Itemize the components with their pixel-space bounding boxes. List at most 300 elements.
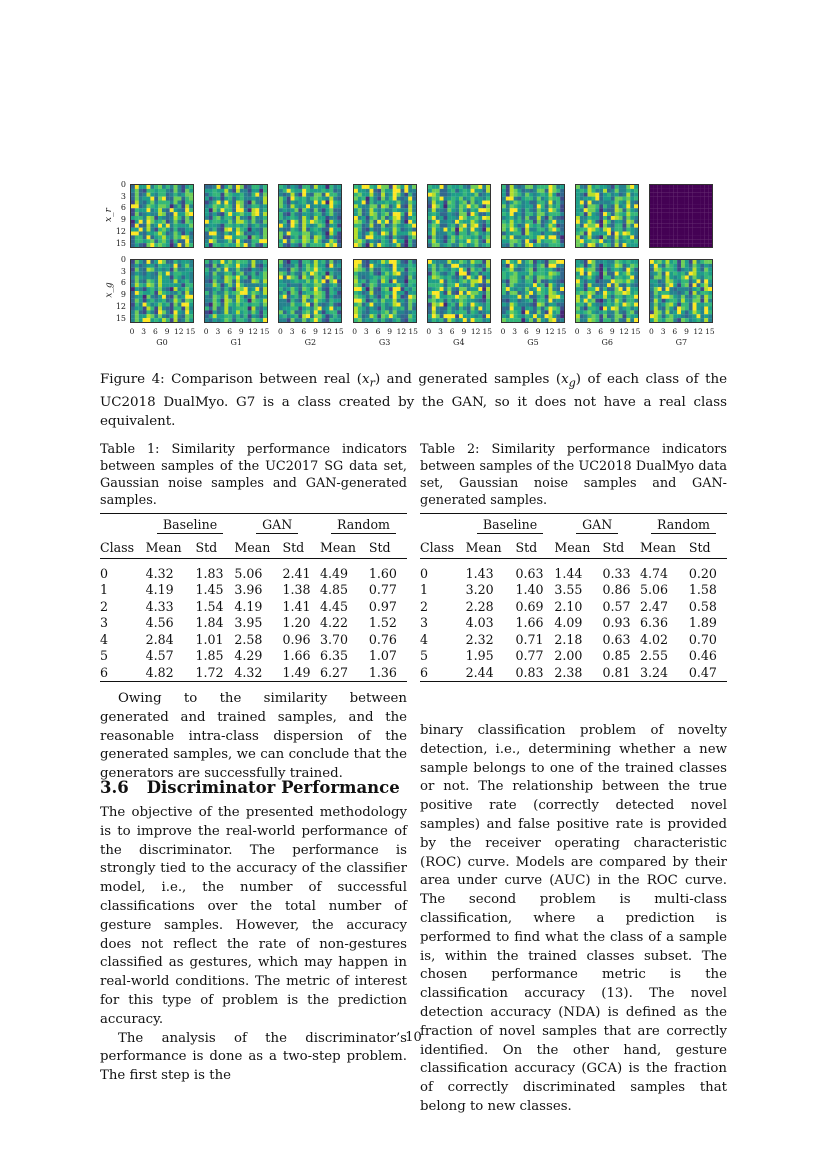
heatmap-cell — [287, 268, 291, 272]
heatmap-cell — [244, 283, 248, 287]
heatmap-cell — [139, 295, 143, 299]
heatmap-cell — [701, 197, 705, 201]
heatmap-cell — [217, 318, 221, 322]
heatmap-cell — [158, 204, 162, 208]
heatmap-cell — [529, 307, 533, 311]
heatmap-cell — [439, 243, 443, 247]
heatmap-cell — [338, 287, 342, 291]
heatmap-cell — [369, 272, 373, 276]
heatmap-cell — [326, 235, 330, 239]
heatmap-cell — [701, 307, 705, 311]
heatmap-cell — [244, 208, 248, 212]
heatmap-cell — [404, 314, 408, 318]
heatmap-cell — [545, 224, 549, 228]
heatmap-cell — [705, 260, 709, 264]
heatmap-cell — [611, 216, 615, 220]
heatmap-cell — [178, 197, 182, 201]
heatmap-cell — [334, 318, 338, 322]
heatmap-cell — [681, 235, 685, 239]
heatmap-cell — [181, 232, 185, 236]
heatmap-cell — [470, 232, 474, 236]
heatmap-cell — [291, 283, 295, 287]
heatmap-cell — [455, 243, 459, 247]
heatmap-cell — [154, 295, 158, 299]
heatmap-cell — [381, 243, 385, 247]
heatmap-cell — [373, 189, 377, 193]
heatmap-cell — [396, 189, 400, 193]
heatmap-cell — [314, 204, 318, 208]
heatmap-cell — [400, 264, 404, 268]
heatmap-cell — [178, 260, 182, 264]
heatmap-cell — [400, 189, 404, 193]
heatmap-cell — [666, 239, 670, 243]
heatmap-cell — [678, 220, 682, 224]
heatmap-cell — [236, 295, 240, 299]
heatmap-cell — [654, 307, 658, 311]
heatmap-cell — [681, 276, 685, 280]
heatmap-cell — [514, 208, 518, 212]
heatmap-cell — [482, 272, 486, 276]
heatmap-cell — [310, 193, 314, 197]
heatmap-cell — [533, 310, 537, 314]
heatmap-cell — [236, 239, 240, 243]
heatmap-cell — [599, 307, 603, 311]
heatmap-cell — [150, 216, 154, 220]
heatmap-cell — [143, 314, 147, 318]
heatmap-cell — [252, 228, 256, 232]
heatmap-cell — [627, 299, 631, 303]
heatmap-cell — [455, 279, 459, 283]
heatmap-cell — [143, 243, 147, 247]
heatmap-x-tick: 0 — [129, 327, 135, 336]
heatmap-cell — [514, 264, 518, 268]
heatmap-cell — [607, 197, 611, 201]
heatmap-cell — [354, 224, 358, 228]
heatmap-cell — [213, 193, 217, 197]
heatmap-cell — [674, 307, 678, 311]
heatmap-cell — [592, 318, 596, 322]
heatmap-cell — [388, 201, 392, 205]
heatmap-cell — [213, 295, 217, 299]
heatmap-cell — [256, 268, 260, 272]
heatmap-cell — [650, 243, 654, 247]
heatmap-cell — [662, 235, 666, 239]
heatmap-cell — [666, 235, 670, 239]
heatmap-cell — [627, 193, 631, 197]
heatmap-cell — [259, 208, 263, 212]
heatmap-cell — [381, 208, 385, 212]
heatmap-cell — [392, 287, 396, 291]
table-cell: 4 — [420, 631, 429, 647]
heatmap-cell — [232, 220, 236, 224]
heatmap-cell — [705, 299, 709, 303]
heatmap-cell — [400, 212, 404, 216]
heatmap-cell — [674, 260, 678, 264]
heatmap-cell — [486, 314, 490, 318]
heatmap-cell — [533, 260, 537, 264]
heatmap-cell — [209, 228, 213, 232]
heatmap-cell — [373, 264, 377, 268]
heatmap-cell — [303, 204, 307, 208]
heatmap-x-tick: 15 — [705, 327, 715, 336]
heatmap-cell — [240, 201, 244, 205]
heatmap-cell — [521, 208, 525, 212]
table-cell: 0.47 — [689, 664, 727, 681]
heatmap-cell — [607, 295, 611, 299]
heatmap-cell — [560, 260, 564, 264]
heatmap-cell — [654, 310, 658, 314]
heatmap-cell — [295, 193, 299, 197]
heatmap-cell — [354, 268, 358, 272]
heatmap-cell — [330, 310, 334, 314]
heatmap-cell — [326, 264, 330, 268]
heatmap-cell — [162, 303, 166, 307]
heatmap-cell — [377, 314, 381, 318]
heatmap-cell — [244, 220, 248, 224]
heatmap-cell — [615, 264, 619, 268]
heatmap-cell — [256, 318, 260, 322]
heatmap-cell — [139, 243, 143, 247]
heatmap-cell — [478, 243, 482, 247]
heatmap-cell — [357, 216, 361, 220]
heatmap-cell — [549, 197, 553, 201]
heatmap-cell — [404, 197, 408, 201]
heatmap-cell — [588, 307, 592, 311]
heatmap-cell — [209, 287, 213, 291]
table-cell: 1.72 — [195, 664, 234, 681]
heatmap-cell — [205, 264, 209, 268]
heatmap-cell — [623, 239, 627, 243]
heatmap-cell — [162, 220, 166, 224]
heatmap-cell — [486, 260, 490, 264]
heatmap-cell — [283, 260, 287, 264]
heatmap-cell — [291, 287, 295, 291]
heatmap-cell — [592, 299, 596, 303]
heatmap-cell — [447, 303, 451, 307]
heatmap-cell — [322, 201, 326, 205]
heatmap-cell — [701, 299, 705, 303]
heatmap-cell — [701, 193, 705, 197]
heatmap-cell — [178, 224, 182, 228]
heatmap-cell — [225, 193, 229, 197]
heatmap-cell — [584, 208, 588, 212]
heatmap-cell — [630, 310, 634, 314]
heatmap-cell — [529, 260, 533, 264]
heatmap-cell — [354, 228, 358, 232]
heatmap-cell — [287, 235, 291, 239]
heatmap-cell — [279, 268, 283, 272]
heatmap-cell — [580, 201, 584, 205]
heatmap-cell — [584, 314, 588, 318]
heatmap-cell — [630, 208, 634, 212]
heatmap-cell — [693, 216, 697, 220]
heatmap-cell — [240, 276, 244, 280]
heatmap-cell — [502, 303, 506, 307]
heatmap-cell — [131, 260, 135, 264]
heatmap-cell — [139, 189, 143, 193]
heatmap-cell — [357, 243, 361, 247]
heatmap-cell — [681, 220, 685, 224]
heatmap-cell — [147, 220, 151, 224]
heatmap-cell — [240, 310, 244, 314]
heatmap-cell — [486, 220, 490, 224]
heatmap-cell — [470, 272, 474, 276]
heatmap-cell — [455, 185, 459, 189]
heatmap-cell — [373, 268, 377, 272]
heatmap-cell — [611, 189, 615, 193]
heatmap-cell — [549, 291, 553, 295]
heatmap-cell — [529, 276, 533, 280]
heatmap-cell — [470, 291, 474, 295]
heatmap-cell — [666, 299, 670, 303]
heatmap-cell — [650, 291, 654, 295]
heatmap-cell — [506, 295, 510, 299]
heatmap-cell — [662, 276, 666, 280]
heatmap-cell — [560, 204, 564, 208]
heatmap-cell — [166, 283, 170, 287]
heatmap-cell — [310, 287, 314, 291]
heatmap-cell — [170, 239, 174, 243]
heatmap-cell — [396, 303, 400, 307]
heatmap-cell — [436, 287, 440, 291]
heatmap-cell — [451, 314, 455, 318]
heatmap-cell — [217, 216, 221, 220]
table-cell: 4.82 — [146, 664, 196, 681]
heatmap-cell — [709, 272, 713, 276]
heatmap-cell — [330, 212, 334, 216]
heatmap-cell — [615, 295, 619, 299]
heatmap-cell — [451, 216, 455, 220]
heatmap-cell — [392, 216, 396, 220]
heatmap-cell — [697, 224, 701, 228]
heatmap-cell — [697, 299, 701, 303]
heatmap-cell — [244, 189, 248, 193]
heatmap-cell — [158, 243, 162, 247]
heatmap-cell — [447, 276, 451, 280]
heatmap-cell — [408, 310, 412, 314]
heatmap-cell — [217, 310, 221, 314]
heatmap-cell — [213, 208, 217, 212]
table-group-header — [234, 514, 320, 537]
heatmap-cell — [310, 220, 314, 224]
heatmap-cell — [537, 197, 541, 201]
heatmap-cell — [388, 193, 392, 197]
heatmap-cell — [217, 260, 221, 264]
heatmap-cell — [428, 239, 432, 243]
heatmap-cell — [256, 235, 260, 239]
heatmap-row-label: x_g — [104, 282, 115, 298]
heatmap-cell — [322, 228, 326, 232]
heatmap-cell — [412, 279, 416, 283]
heatmap-cell — [619, 239, 623, 243]
heatmap-cell — [467, 318, 471, 322]
heatmap-cell — [162, 243, 166, 247]
heatmap-cell — [392, 272, 396, 276]
heatmap-y-tick: 3 — [120, 266, 126, 276]
heatmap-cell — [459, 216, 463, 220]
heatmap-cell — [178, 220, 182, 224]
heatmap-cell — [576, 189, 580, 193]
heatmap-cell — [259, 283, 263, 287]
heatmap-svg — [205, 260, 267, 322]
heatmap-cell — [510, 307, 514, 311]
heatmap-cell — [263, 307, 267, 311]
heatmap-cell — [318, 318, 322, 322]
heatmap-cell — [408, 307, 412, 311]
heatmap-cell — [666, 201, 670, 205]
heatmap-cell — [310, 276, 314, 280]
heatmap-x-tick: 15 — [185, 327, 196, 336]
heatmap-cell — [514, 307, 518, 311]
heatmap-cell — [303, 224, 307, 228]
heatmap-cell — [158, 264, 162, 268]
heatmap-cell — [131, 299, 135, 303]
heatmap-cell — [365, 235, 369, 239]
heatmap-cell — [662, 287, 666, 291]
heatmap-cell — [428, 232, 432, 236]
heatmap-cell — [674, 272, 678, 276]
heatmap-cell — [701, 212, 705, 216]
heatmap-cell — [693, 239, 697, 243]
heatmap-cell — [326, 208, 330, 212]
heatmap-cell — [131, 220, 135, 224]
heatmap-cell — [373, 201, 377, 205]
heatmap-cell — [377, 235, 381, 239]
heatmap-cell — [377, 204, 381, 208]
heatmap-cell — [627, 283, 631, 287]
heatmap-cell — [295, 185, 299, 189]
heatmap-cell — [709, 224, 713, 228]
heatmap-cell — [552, 299, 556, 303]
heatmap-cell — [287, 224, 291, 228]
heatmap-cell — [236, 193, 240, 197]
heatmap-cell — [537, 295, 541, 299]
heatmap-cell — [303, 295, 307, 299]
heatmap-cell — [623, 197, 627, 201]
heatmap-cell — [428, 201, 432, 205]
heatmap-cell — [560, 189, 564, 193]
heatmap-cell — [354, 208, 358, 212]
table-cell: 2.00 — [554, 648, 583, 664]
heatmap-cell — [361, 283, 365, 287]
heatmap-cell — [408, 283, 412, 287]
heatmap-cell — [213, 299, 217, 303]
heatmap-cell — [545, 185, 549, 189]
heatmap-cell — [518, 272, 522, 276]
heatmap-cell — [377, 201, 381, 205]
heatmap-cell — [354, 295, 358, 299]
heatmap-cell — [232, 224, 236, 228]
heatmap-cell — [588, 239, 592, 243]
heatmap-cell — [514, 287, 518, 291]
heatmap-cell — [580, 279, 584, 283]
heatmap-cell — [373, 243, 377, 247]
heatmap-cell — [263, 193, 267, 197]
heatmap-cell — [705, 264, 709, 268]
heatmap-cell — [599, 283, 603, 287]
heatmap-cell — [552, 220, 556, 224]
heatmap-x-tick: 9 — [387, 327, 393, 336]
heatmap-cell — [213, 204, 217, 208]
table-cell: 0.20 — [688, 565, 717, 581]
heatmap-cell — [170, 287, 174, 291]
heatmap-cell — [662, 310, 666, 314]
heatmap-cell — [486, 216, 490, 220]
heatmap-cell — [529, 235, 533, 239]
heatmap-cell — [334, 260, 338, 264]
heatmap-cell — [412, 232, 416, 236]
heatmap-x-tick: 6 — [449, 327, 455, 336]
heatmap-cell — [299, 224, 303, 228]
heatmap-cell — [232, 193, 236, 197]
heatmap-cell — [412, 197, 416, 201]
heatmap-cell — [400, 318, 404, 322]
heatmap-cell — [463, 291, 467, 295]
heatmap-cell — [470, 224, 474, 228]
heatmap-cell — [634, 201, 638, 205]
heatmap-cell — [279, 283, 283, 287]
table-cell: 5 — [100, 648, 109, 664]
heatmap-cell — [279, 243, 283, 247]
heatmap-cell — [147, 272, 151, 276]
heatmap-cell — [443, 197, 447, 201]
heatmap-cell — [689, 232, 693, 236]
heatmap-cell — [181, 224, 185, 228]
heatmap-cell — [603, 264, 607, 268]
heatmap-cell — [611, 287, 615, 291]
heatmap-cell — [599, 220, 603, 224]
heatmap-cell — [373, 239, 377, 243]
heatmap-cell — [705, 189, 709, 193]
table-cell: 3.70 — [320, 631, 349, 647]
heatmap-cell — [615, 239, 619, 243]
heatmap-cell — [232, 307, 236, 311]
heatmap-cell — [510, 314, 514, 318]
heatmap-cell — [357, 291, 361, 295]
heatmap-cell — [259, 243, 263, 247]
heatmap-cell — [189, 224, 193, 228]
heatmap-cell — [455, 295, 459, 299]
heatmap-cell — [619, 303, 623, 307]
heatmap-cell — [228, 295, 232, 299]
heatmap-cell — [232, 291, 236, 295]
heatmap-cell — [436, 216, 440, 220]
heatmap-cell — [369, 216, 373, 220]
heatmap-cell — [615, 216, 619, 220]
heatmap-cell — [556, 264, 560, 268]
heatmap-cell — [560, 318, 564, 322]
heatmap-cell — [357, 189, 361, 193]
heatmap-cell — [361, 264, 365, 268]
heatmap-cell — [670, 201, 674, 205]
heatmap-cell — [455, 299, 459, 303]
heatmap-cell — [474, 197, 478, 201]
heatmap-cell — [139, 228, 143, 232]
heatmap-cell — [666, 243, 670, 247]
heatmap-cell — [623, 295, 627, 299]
heatmap-cell — [295, 208, 299, 212]
heatmap-cell — [396, 201, 400, 205]
heatmap-cell — [611, 291, 615, 295]
heatmap-cell — [537, 185, 541, 189]
heatmap-cell — [552, 276, 556, 280]
heatmap-cell — [373, 295, 377, 299]
heatmap-cell — [470, 201, 474, 205]
heatmap-cell — [221, 264, 225, 268]
heatmap-cell — [322, 307, 326, 311]
heatmap-cell — [181, 299, 185, 303]
heatmap-cell — [502, 279, 506, 283]
